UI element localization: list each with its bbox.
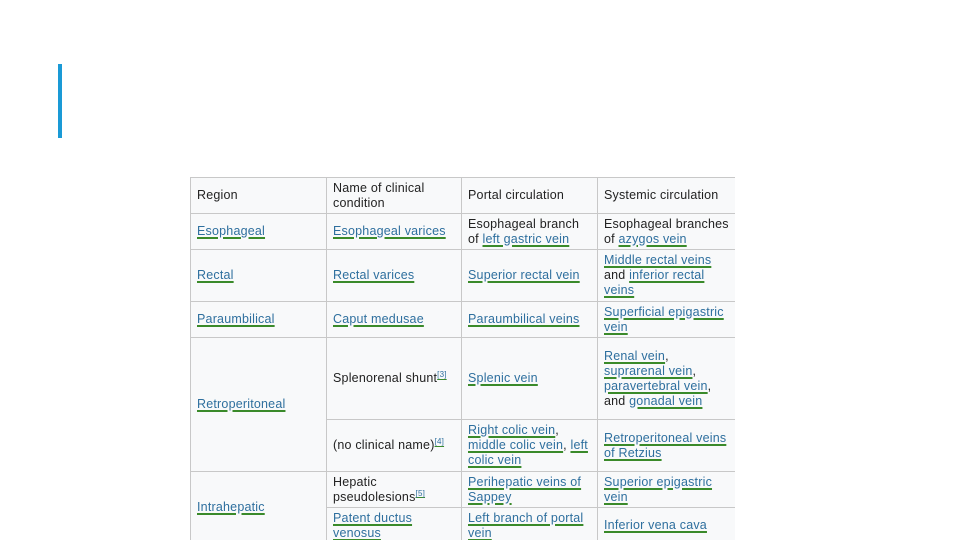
link-right-colic-vein[interactable]: Right colic vein	[468, 423, 556, 437]
link-azygos-vein[interactable]: azygos vein	[618, 231, 687, 246]
region-link-rectal[interactable]: Rectal	[197, 268, 234, 282]
systemic-text: and	[604, 268, 630, 282]
condition-link-caput-medusae[interactable]: Caput medusae	[333, 312, 424, 326]
portal-cell	[462, 472, 598, 508]
condition-no-clinical-name: (no clinical name)	[333, 438, 435, 452]
table-row	[191, 302, 736, 338]
portal-text: ,	[555, 423, 559, 437]
portal-text: ,	[563, 438, 571, 452]
condition-cell	[327, 338, 462, 420]
region-cell	[191, 472, 327, 540]
link-middle-rectal-veins[interactable]: Middle rectal veins	[604, 253, 712, 267]
condition-cell	[327, 420, 462, 472]
condition-cell	[327, 250, 462, 302]
portal-cell	[462, 302, 598, 338]
table-row	[191, 250, 736, 302]
portosystemic-anastomoses-table	[190, 177, 735, 540]
region-cell	[191, 302, 327, 338]
link-superior-rectal-vein[interactable]: Superior rectal vein	[468, 268, 580, 282]
portal-cell	[462, 338, 598, 420]
link-veins-of-retzius[interactable]: Retroperitoneal veins of Retzius	[604, 430, 727, 460]
header-portal: Portal circulation	[462, 178, 598, 214]
systemic-cell	[598, 302, 736, 338]
link-renal-vein[interactable]: Renal vein	[604, 348, 666, 363]
header-systemic: Systemic circulation	[598, 178, 736, 214]
condition-cell	[327, 214, 462, 250]
condition-link-rectal-varices[interactable]: Rectal varices	[333, 268, 415, 282]
link-perihepatic-veins-of-sappey[interactable]: Perihepatic veins of Sappey	[468, 474, 582, 504]
link-suprarenal-vein[interactable]: suprarenal vein	[604, 363, 693, 378]
systemic-cell	[598, 338, 736, 420]
table-row	[191, 472, 736, 508]
region-link-retroperitoneal[interactable]: Retroperitoneal	[197, 397, 286, 411]
header-region: Region	[191, 178, 327, 214]
condition-hepatic-pseudolesions: Hepatic pseudolesions	[333, 474, 416, 504]
link-inferior-vena-cava[interactable]: Inferior vena cava	[604, 518, 707, 532]
link-gonadal-vein[interactable]: gonadal vein	[629, 393, 703, 408]
region-cell	[191, 338, 327, 472]
portal-cell	[462, 250, 598, 302]
reference-link[interactable]: [4]	[434, 436, 445, 446]
region-link-esophageal[interactable]: Esophageal	[197, 224, 266, 238]
systemic-cell	[598, 508, 736, 540]
portal-cell	[462, 214, 598, 250]
portal-cell	[462, 508, 598, 540]
systemic-text: ,	[665, 348, 669, 363]
region-link-intrahepatic[interactable]: Intrahepatic	[197, 500, 265, 514]
region-cell	[191, 250, 327, 302]
systemic-text: , and	[604, 378, 712, 408]
condition-cell	[327, 508, 462, 540]
portal-text: Esophageal branch of	[468, 216, 580, 246]
link-paraumbilical-veins[interactable]: Paraumbilical veins	[468, 312, 580, 326]
accent-bar	[58, 64, 62, 138]
portal-cell	[462, 420, 598, 472]
systemic-cell	[598, 472, 736, 508]
link-left-colic-vein[interactable]: left colic vein	[468, 438, 588, 467]
region-link-paraumbilical[interactable]: Paraumbilical	[197, 312, 275, 326]
link-inferior-rectal-veins[interactable]: inferior rectal veins	[604, 268, 705, 297]
systemic-cell	[598, 250, 736, 302]
link-splenic-vein[interactable]: Splenic vein	[468, 371, 538, 385]
condition-cell	[327, 302, 462, 338]
condition-cell	[327, 472, 462, 508]
systemic-text: Esophageal branches of	[604, 216, 729, 246]
condition-link-esophageal-varices[interactable]: Esophageal varices	[333, 224, 446, 238]
region-cell	[191, 214, 327, 250]
condition-splenorenal-shunt: Splenorenal shunt	[333, 371, 438, 385]
systemic-text: ,	[692, 363, 697, 378]
link-superior-epigastric-vein[interactable]: Superior epigastric vein	[604, 474, 713, 504]
link-left-gastric-vein[interactable]: left gastric vein	[482, 231, 570, 246]
systemic-cell	[598, 420, 736, 472]
reference-link[interactable]: [5]	[415, 488, 426, 498]
table-row	[191, 214, 736, 250]
portosystemic-anastomoses-table-container	[190, 177, 735, 540]
header-condition: Name of clinical condition	[327, 178, 462, 214]
reference-link[interactable]: [3]	[437, 369, 447, 379]
condition-link-patent-ductus-venosus[interactable]: Patent ductus venosus	[333, 510, 413, 540]
link-left-branch-portal-vein[interactable]: Left branch of portal vein	[468, 510, 584, 540]
systemic-cell	[598, 214, 736, 250]
link-superficial-epigastric-vein[interactable]: Superficial epigastric vein	[604, 304, 724, 334]
table-row	[191, 338, 736, 420]
link-middle-colic-vein[interactable]: middle colic vein	[468, 438, 564, 452]
table-header-row	[191, 178, 736, 214]
link-paravertebral-vein[interactable]: paravertebral vein	[604, 378, 708, 393]
